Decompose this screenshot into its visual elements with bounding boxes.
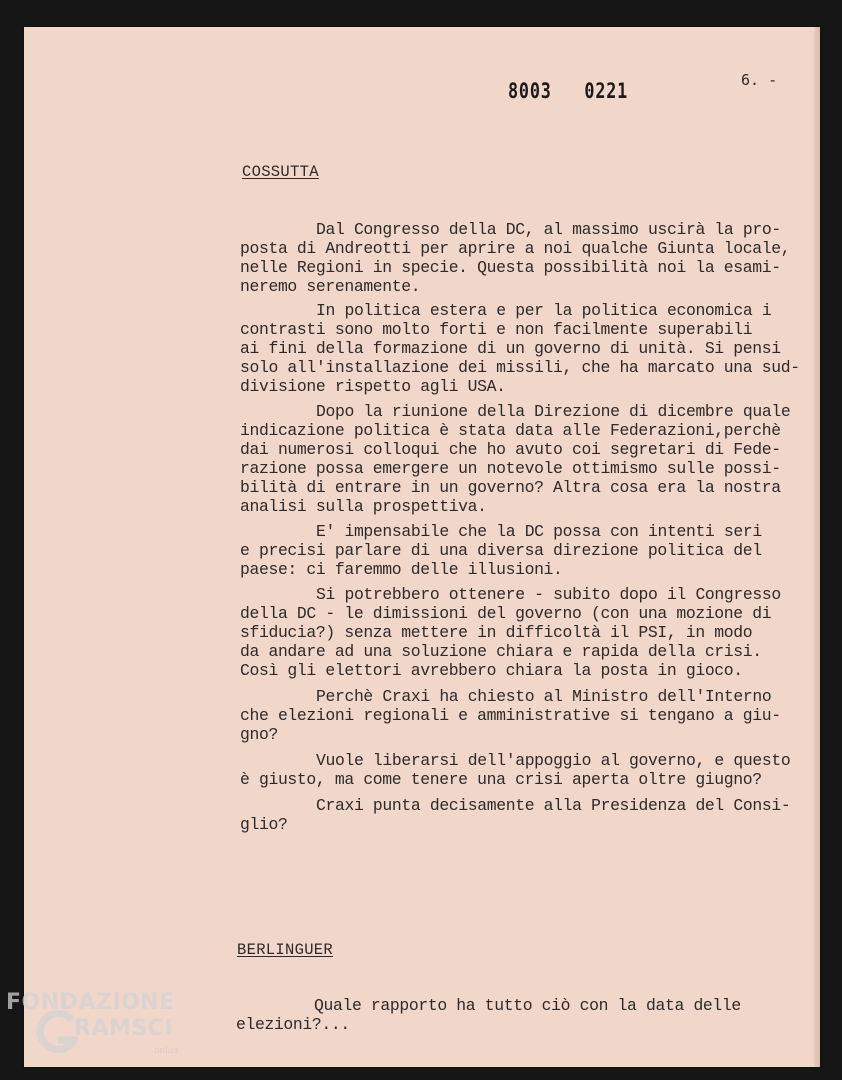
text-line: In politica estera e per la politica economica i xyxy=(316,301,772,320)
text-line: analisi sulla prospettiva. xyxy=(240,497,487,516)
text-line: Vuole liberarsi dell'appoggio al governo, e questo xyxy=(316,751,791,770)
watermark-line-2: RAMSCI xyxy=(74,1016,174,1041)
text-line: glio? xyxy=(240,815,288,834)
fondazione-gramsci-watermark xyxy=(6,990,216,1070)
text-line: è giusto, ma come tenere una crisi aperta oltre giugno? xyxy=(240,770,762,789)
text-line: ai fini della formazione di un governo di unità. Si pensi xyxy=(240,339,781,358)
text-line: paese: ci faremmo delle illusioni. xyxy=(240,560,563,579)
text-line: elezioni?... xyxy=(236,1015,350,1034)
text-line: posta di Andreotti per aprire a noi qualche Giunta locale, xyxy=(240,239,791,258)
text-line: contrasti sono molto forti e non facilmente superabili xyxy=(240,320,753,339)
watermark-line-3: onlus xyxy=(154,1046,179,1056)
text-line: Così gli elettori avrebbero chiara la posta in gioco. xyxy=(240,661,743,680)
text-line: Si potrebbero ottenere - subito dopo il Congresso xyxy=(316,585,781,604)
text-line: gno? xyxy=(240,725,278,744)
document-page xyxy=(24,27,820,1067)
text-line: indicazione politica è stata data alle Federazioni,perchè xyxy=(240,421,781,440)
text-line: Dopo la riunione della Direzione di dicembre quale xyxy=(316,402,791,421)
text-line: solo all'installazione dei missili, che ha marcato una sud- xyxy=(240,358,800,377)
text-line: razione possa emergere un notevole ottimismo sulle possi- xyxy=(240,459,781,478)
text-line: della DC - le dimissioni del governo (con una mozione di xyxy=(240,604,772,623)
section-heading-cossutta: COSSUTTA xyxy=(242,163,319,181)
text-line: dai numerosi colloqui che ho avuto coi segretari di Fede- xyxy=(240,440,781,459)
gramsci-g-logo-icon xyxy=(36,1008,78,1058)
text-line: che elezioni regionali e amministrative si tengano a giu- xyxy=(240,706,781,725)
text-line: Perchè Craxi ha chiesto al Ministro dell'Interno xyxy=(316,687,772,706)
text-line: Dal Congresso della DC, al massimo uscirà la pro- xyxy=(316,220,781,239)
text-line: divisione rispetto agli USA. xyxy=(240,377,506,396)
page-edge xyxy=(814,27,820,1067)
text-line: bilità di entrare in un governo? Altra cosa era la nostra xyxy=(240,478,781,497)
section-heading-berlinguer: BERLINGUER xyxy=(237,941,334,959)
text-line: nelle Regioni in specie. Questa possibilità noi la esami- xyxy=(240,258,781,277)
text-line: Craxi punta decisamente alla Presidenza del Consi- xyxy=(316,796,791,815)
text-line: E' impensabile che la DC possa con intenti seri xyxy=(316,522,762,541)
text-line: da andare ad una soluzione chiara e rapida della crisi. xyxy=(240,642,762,661)
archive-stamp-number: 8003 0221 xyxy=(508,79,629,103)
watermark-line-1: FONDAZIONE xyxy=(6,990,175,1015)
page-number: 6. - xyxy=(741,71,778,89)
text-line: neremo serenamente. xyxy=(240,277,421,296)
text-line: e precisi parlare di una diversa direzione politica del xyxy=(240,541,762,560)
text-line: Quale rapporto ha tutto ciò con la data delle xyxy=(314,996,741,1015)
text-line: sfiducia?) senza mettere in difficoltà il PSI, in modo xyxy=(240,623,753,642)
